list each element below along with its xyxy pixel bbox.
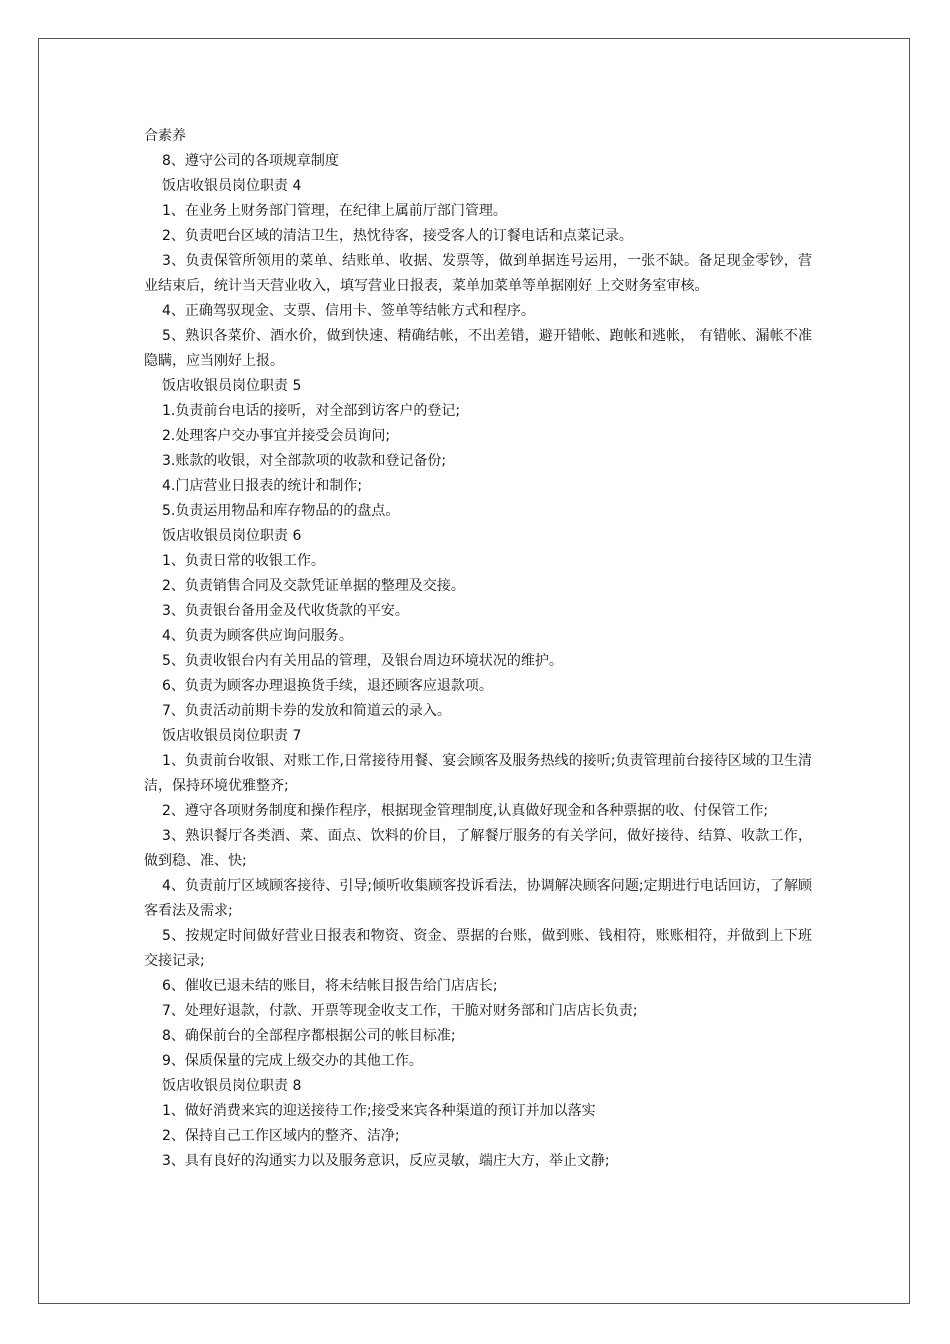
text-line: 合素养 xyxy=(144,128,186,144)
text-line: 3、负责银台备用金及代收货款的平安。 xyxy=(162,603,409,619)
paragraph: 3、负责保管所领用的菜单、结账单、收据、发票等，做到单据连号运用，一张不缺。备足现金零钞，营业结束后，统计当天营业收入，填写营业日报表，菜单加菜单等单据刚好 上交财务室审核。 xyxy=(144,253,812,294)
text-line: 4、负责为顾客供应询问服务。 xyxy=(162,628,353,644)
paragraph: 2、遵守各项财务制度和操作程序，根据现金管理制度,认真做好现金和各种票据的收、付保管工作; xyxy=(162,803,769,819)
text-line: 5、负责收银台内有关用品的管理，及银台周边环境状况的维护。 xyxy=(162,653,563,669)
text-line: 2、负责吧台区域的清洁卫生，热忱待客，接受客人的订餐电话和点菜记录。 xyxy=(162,228,633,244)
text-line: 9、保质保量的完成上级交办的其他工作。 xyxy=(162,1053,423,1069)
text-line: 7、负责活动前期卡券的发放和简道云的录入。 xyxy=(162,703,451,719)
text-line: 8、确保前台的全部程序都根据公司的帐目标准; xyxy=(162,1028,456,1044)
text-line: 6、负责为顾客办理退换货手续，退还顾客应退款项。 xyxy=(162,678,493,694)
text-line: 2.处理客户交办事宜并接受会员询问; xyxy=(162,428,391,444)
section-heading: 饭店收银员岗位职责 8 xyxy=(162,1078,302,1094)
paragraph: 4、负责前厅区域顾客接待、引导;倾听收集顾客投诉看法，协调解决顾客问题;定期进行电话回访，了解顾客看法及需求; xyxy=(144,878,812,919)
paragraph: 5、熟识各菜价、酒水价，做到快速、精确结帐，不出差错，避开错帐、跑帐和逃帐， 有错帐、漏帐不准隐瞒，应当刚好上报。 xyxy=(144,328,812,369)
section-heading: 饭店收银员岗位职责 7 xyxy=(162,728,302,744)
paragraph: 3、熟识餐厅各类酒、菜、面点、饮料的价目，了解餐厅服务的有关学问，做好接待、结算、收款工作，做到稳、准、快; xyxy=(144,828,812,869)
text-line: 1.负责前台电话的接听，对全部到访客户的登记; xyxy=(162,403,461,419)
text-line: 6、催收已退未结的账目，将未结帐目报告给门店店长; xyxy=(162,978,498,994)
text-line: 3、具有良好的沟通实力以及服务意识，反应灵敏，端庄大方，举止文静; xyxy=(162,1153,610,1169)
paragraph: 5、按规定时间做好营业日报表和物资、资金、票据的台账，做到账、钱相符，账账相符，并做到上下班交接记录; xyxy=(144,928,812,969)
text-line: 5.负责运用物品和库存物品的的盘点。 xyxy=(162,503,400,519)
text-line: 4、正确驾驭现金、支票、信用卡、签单等结帐方式和程序。 xyxy=(162,303,535,319)
text-line: 1、在业务上财务部门管理，在纪律上属前厅部门管理。 xyxy=(162,203,507,219)
text-line: 2、负责销售合同及交款凭证单据的整理及交接。 xyxy=(162,578,465,594)
section-heading: 饭店收银员岗位职责 5 xyxy=(162,378,302,394)
text-line: 1、负责日常的收银工作。 xyxy=(162,553,325,569)
text-line: 7、处理好退款，付款、开票等现金收支工作，干脆对财务部和门店店长负责; xyxy=(162,1003,638,1019)
text-line: 1、做好消费来宾的迎送接待工作;接受来宾各种渠道的预订并加以落实 xyxy=(162,1103,596,1119)
paragraph: 1、负责前台收银、对账工作,日常接待用餐、宴会顾客及服务热线的接听;负责管理前台接待区域的卫生清洁，保持环境优雅整齐; xyxy=(144,753,812,794)
text-line: 4.门店营业日报表的统计和制作; xyxy=(162,478,363,494)
document-body xyxy=(144,124,812,1174)
text-line: 3.账款的收银，对全部款项的收款和登记备份; xyxy=(162,453,447,469)
section-heading: 饭店收银员岗位职责 6 xyxy=(162,528,302,544)
section-heading: 饭店收银员岗位职责 4 xyxy=(162,178,302,194)
text-line: 2、保持自己工作区域内的整齐、洁净; xyxy=(162,1128,400,1144)
text-line: 8、遵守公司的各项规章制度 xyxy=(162,153,339,169)
